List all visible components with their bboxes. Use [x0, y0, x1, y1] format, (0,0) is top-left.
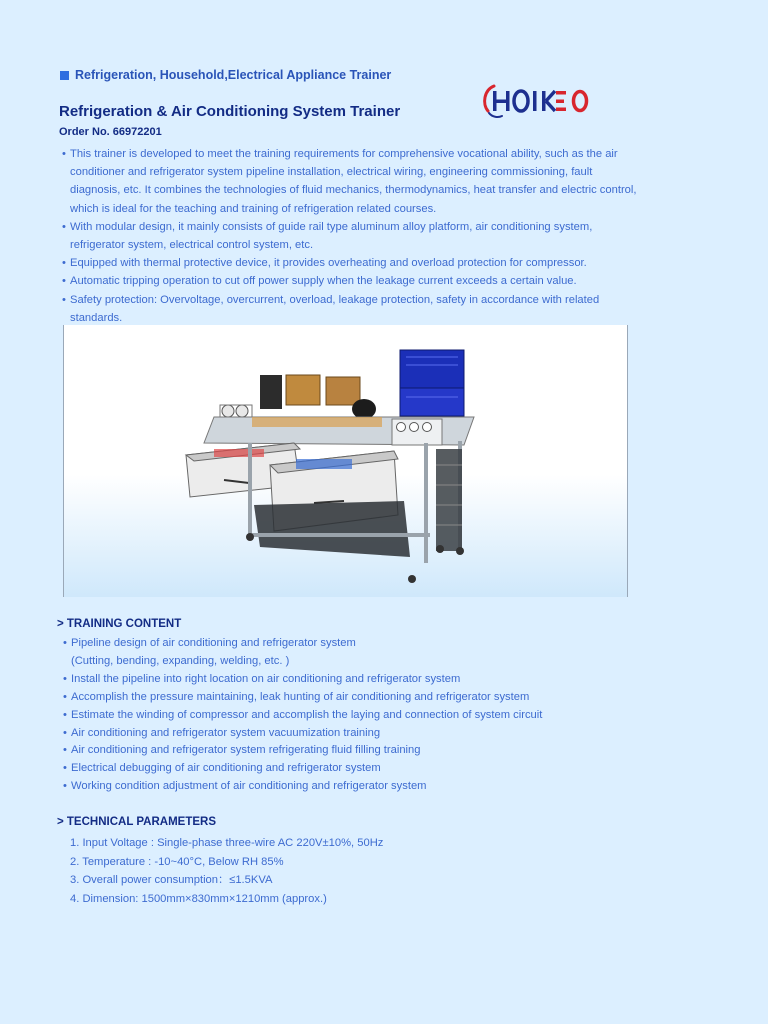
product-photo: [63, 325, 628, 597]
list-item: • Accomplish the pressure maintaining, leak hunting of air conditioning and refrigerator system: [63, 689, 623, 707]
training-content-heading: > TRAINING CONTENT: [57, 618, 182, 630]
square-bullet-icon: [60, 71, 69, 80]
technical-parameters-heading: > TECHNICAL PARAMETERS: [57, 816, 216, 828]
list-item: • Safety protection: Overvoltage, overcurrent, overload, leakage protection, safety in accordance with related standards.: [62, 291, 642, 327]
technical-parameters-list: [70, 834, 630, 908]
list-item: 2. Temperature : -10~40°C, Below RH 85%: [70, 855, 284, 868]
intro-bullet-list: [62, 145, 642, 327]
category-label: Refrigeration, Household,Electrical Appliance Trainer: [75, 68, 392, 82]
list-item: • With modular design, it mainly consists of guide rail type aluminum alloy platform, air conditioning system, refrigerator system, electrical control system, etc.: [62, 218, 642, 254]
list-item: • Pipeline design of air conditioning and refrigerator system: [63, 635, 623, 653]
list-item: • Air conditioning and refrigerator system refrigerating fluid filling training: [63, 742, 623, 760]
list-item: • Electrical debugging of air conditioning and refrigerator system: [63, 760, 623, 778]
list-item: 4. Dimension: 1500mm×830mm×1210mm (approx.): [70, 892, 327, 905]
list-item: (Cutting, bending, expanding, welding, etc. ): [71, 654, 290, 667]
list-item: • Air conditioning and refrigerator system vacuumization training: [63, 725, 623, 743]
list-item: • Install the pipeline into right location on air conditioning and refrigerator system: [63, 671, 623, 689]
page-title: Refrigeration & Air Conditioning System Trainer: [59, 103, 401, 120]
list-item: • This trainer is developed to meet the training requirements for comprehensive vocational ability, such as the air conditioner and refrigerator system pipeline installation, electrical wiring, engineering commissioning, fault diagnosis, etc. It combines the technologies of fluid mechanics, thermodynamics, heat transfer and electric control, which is ideal for the teaching and training of refrigeration related courses.: [62, 145, 642, 218]
list-item: • Automatic tripping operation to cut off power supply when the leakage current exceeds a certain value.: [62, 272, 642, 290]
training-content-list: [63, 635, 623, 796]
list-item: 3. Overall power consumption：≤1.5KVA: [70, 874, 273, 886]
category-header: [60, 68, 391, 82]
order-number: Order No. 66972201: [59, 126, 162, 138]
list-item: 1. Input Voltage : Single-phase three-wire AC 220V±10%, 50Hz: [70, 837, 384, 849]
list-item: • Equipped with thermal protective device, it provides overheating and overload protection for compressor.: [62, 254, 642, 272]
list-item: • Working condition adjustment of air conditioning and refrigerator system: [63, 778, 623, 796]
hoieo-logo: [480, 80, 604, 120]
trainer-illustration: [64, 325, 627, 597]
list-item: • Estimate the winding of compressor and accomplish the laying and connection of system circuit: [63, 707, 623, 725]
